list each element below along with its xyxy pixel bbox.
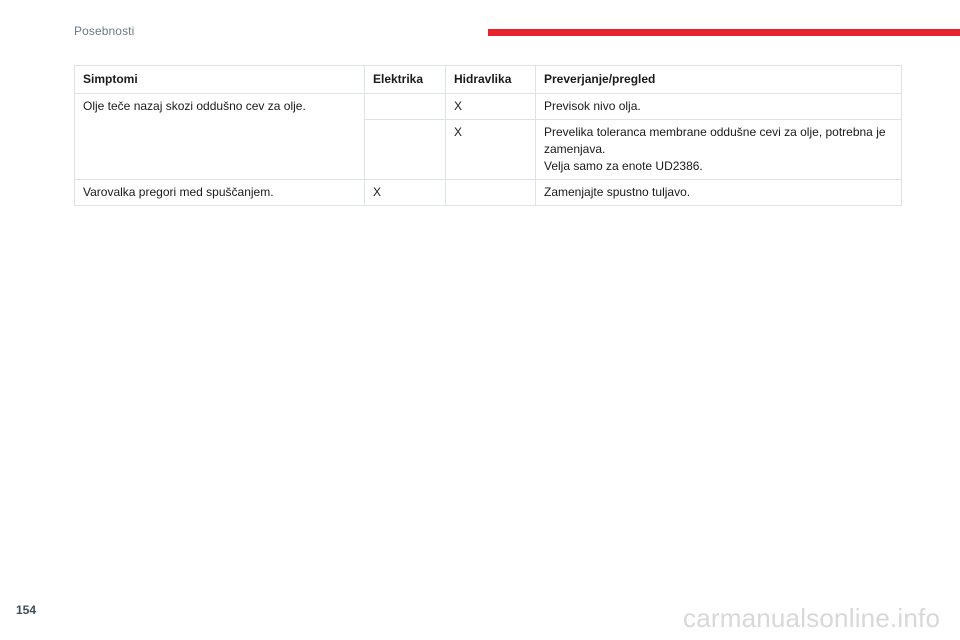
check-note: Velja samo za enote UD2386. [544,159,703,173]
check-text: Zamenjajte spustno tuljavo. [544,185,691,199]
page-number: 154 [16,603,37,617]
symptom-cell: Varovalka pregori med spuščanjem. [75,180,365,206]
section-title: Posebnosti [74,24,135,38]
check-cell [536,120,902,180]
symptom-cell: Olje teče nazaj skozi oddušno cev za olje. [75,94,365,180]
check-text: Prevelika toleranca membrane oddušne cevi za olje, potrebna je zamenjava. [544,125,886,156]
header-accent-bar [488,29,960,36]
hydraulic-cell [446,180,536,206]
hydraulic-cell: X [446,120,536,180]
electric-cell: X [365,180,446,206]
table-row [75,180,902,206]
hydraulic-cell: X [446,94,536,120]
column-header-symptoms: Simptomi [75,66,365,94]
table-header-row [75,66,902,94]
check-cell [536,180,902,206]
troubleshooting-table [74,65,902,206]
table-row [75,94,902,120]
check-text: Previsok nivo olja. [544,99,641,113]
electric-cell [365,94,446,120]
column-header-check: Preverjanje/pregled [536,66,902,94]
column-header-hydraulic: Hidravlika [446,66,536,94]
column-header-electric: Elektrika [365,66,446,94]
electric-cell [365,120,446,180]
watermark: carmanualsonline.info [683,603,941,633]
check-cell [536,94,902,120]
